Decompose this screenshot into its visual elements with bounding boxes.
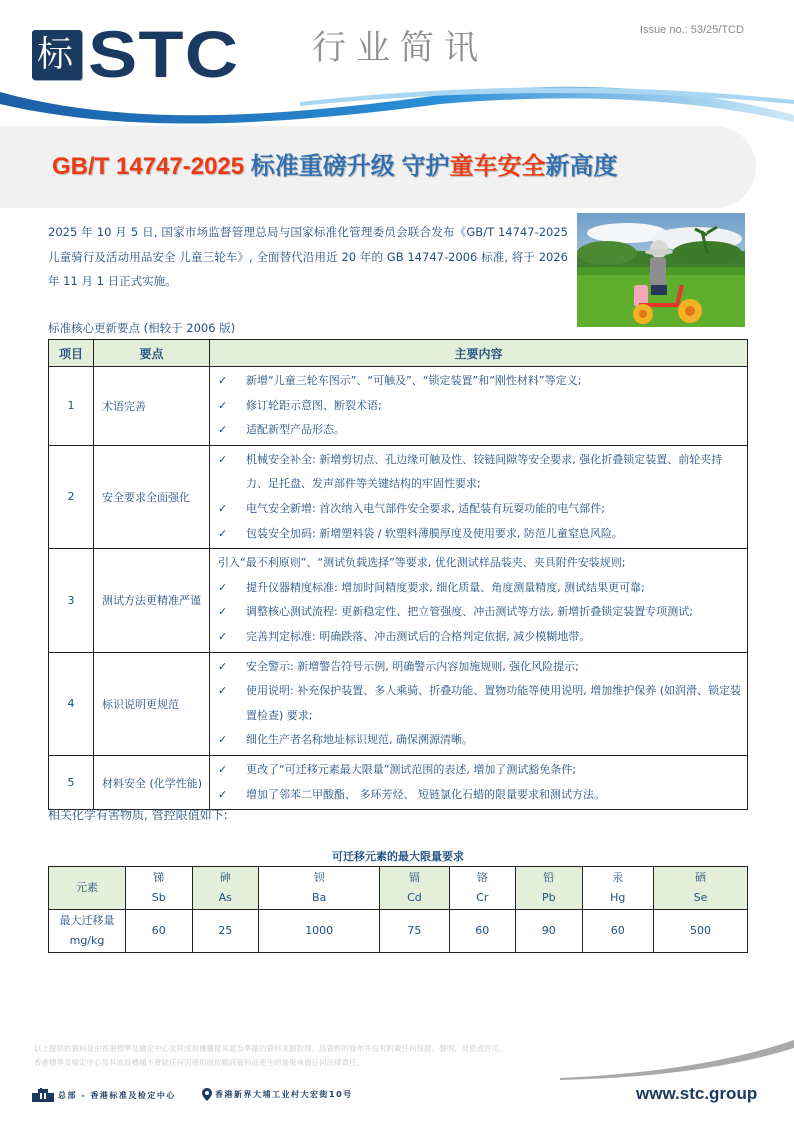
limit-value: 500 [654,910,748,953]
content-bullet [216,758,741,783]
limit-value: 90 [516,910,583,953]
content-bullet [216,625,741,650]
bullet-text: 修订轮距示意图、断裂术语; [246,398,382,412]
item-point: 材料安全 (化学性能) [94,755,210,809]
element-symbol: Pb [541,891,556,904]
element-symbol: Se [693,891,708,904]
content-bullet [216,728,741,753]
col-header-item: 项目 [49,340,94,367]
footer-hq [32,1088,176,1102]
element-name: 镉 [408,871,420,884]
element-pb [516,867,583,910]
item-content [210,367,748,446]
check-icon: ✓ [218,605,228,619]
limit-header-unit: mg/kg [69,934,105,947]
content-bullet [216,655,741,680]
bullet-text: 使用说明: 补充保护装置、多人乘骑、折叠功能、置物功能等使用说明, 增加维护保养 (如润滑、锁定装置检查) 要求; [246,684,741,722]
footer-swoosh [560,1040,794,1080]
element-as [192,867,259,910]
check-icon: ✓ [218,580,228,594]
element-name: 硒 [695,871,706,884]
bullet-text: 安全警示: 新增警告符号示例, 明确警示内容加施规则, 强化风险提示; [246,659,579,673]
limit-value: 60 [126,910,193,953]
content-bullet [216,576,741,601]
headline-text-2: 新高度 [545,153,618,180]
element-name: 铅 [543,871,555,884]
element-name: 汞 [612,871,624,884]
element-name: 钡 [313,871,325,884]
item-number: 5 [49,755,94,809]
content-bullet [216,679,741,728]
check-icon: ✓ [218,398,228,412]
limit-row [49,910,748,953]
limit-header-label: 最大迁移量 [59,914,115,927]
element-name: 铬 [476,871,488,884]
check-icon: ✓ [218,374,228,387]
item-number: 1 [49,367,94,446]
limit-value: 60 [449,910,516,953]
content-bullet [216,600,741,625]
table-row [49,445,748,548]
item-number: 3 [49,549,94,652]
limit-header [49,910,126,953]
table-row [49,755,748,809]
stc-logo-text: STC [88,17,240,91]
element-cr [449,867,516,910]
check-icon: ✓ [218,684,228,698]
element-cd [380,867,449,910]
table-row [49,652,748,755]
bullet-text: 提升仪器精度标准: 增加时间精度要求, 细化质量、角度测量精度, 测试结果更可靠; [246,580,645,594]
content-bullet [216,497,741,522]
check-icon: ✓ [218,787,228,801]
element-symbol: Cd [407,891,422,904]
item-content [210,755,748,809]
table-header-row [49,340,748,367]
element-symbol: Cr [476,891,489,904]
item-point: 测试方法更精准严谨 [94,549,210,652]
chemicals-table [48,866,748,953]
item-number: 4 [49,652,94,755]
content-bullet [216,448,741,497]
intro-paragraph: 2025 年 10 月 5 日, 国家市场监督管理总局与国家标准化管理委员会联合发布《GB/T 14747-2025 儿童骑行及活动用品安全 儿童三轮车》, 全面替代沿用近 20 年的 GB 14747-2006 标准, 将于 2026 年 11 月 1 日正式实施。 [48,225,568,288]
element-symbol: Sb [151,891,166,904]
location-pin-icon [202,1088,212,1101]
bullet-text: 增加了邻苯二甲酸酯、 多环芳烃、 短链氯化石蜡的限量要求和测试方法。 [246,787,605,801]
updates-label: 标准核心更新要点 (相较于 2006 版) [48,321,236,335]
headline-highlight: 童车安全 [449,153,546,180]
item-content [210,445,748,548]
element-ba [259,867,380,910]
check-icon: ✓ [218,452,228,466]
disclaimer [34,1042,507,1070]
check-icon: ✓ [218,629,228,643]
newsletter-title: 行业简讯 [312,28,488,68]
building-icon [32,1088,54,1102]
disclaimer-line-1: 以上提供的資料是由香港標準及檢定中心及其成員機構從其認為準確的資料來源取得。該資料的發布并沒有附載任何保證、聲明、促使或許可。 [34,1044,507,1053]
limit-value: 1000 [259,910,380,953]
bullet-text: 新增“儿童三轮车图示”、“可触及”、“锁定装置”和“刚性材料”等定义; [246,374,582,387]
item-content [210,549,748,652]
issue-number: Issue no.: 53/25/TCD [640,24,744,36]
bullet-text: 包装安全加码: 新增塑料袋 / 软塑料薄膜厚度及使用要求, 防范儿童窒息风险。 [246,526,623,540]
chemicals-intro: 相关化学有害物质, 管控限值如下: [48,808,228,822]
headline [52,150,617,184]
item-content [210,652,748,755]
item-point: 安全要求全面强化 [94,445,210,548]
item-point: 标识说明更规范 [94,652,210,755]
bullet-text: 适配新型产品形态。 [246,423,345,437]
element-name: 锑 [153,871,165,884]
table-row [49,367,748,446]
check-icon: ✓ [218,762,228,776]
bullet-text: 调整核心测试流程: 更新稳定性、把立管强度、冲击测试等方法, 新增折叠锁定装置专项测试; [246,605,693,619]
element-sb [126,867,193,910]
header-swoosh [0,80,794,130]
content-bullet [216,369,741,394]
item-point: 术语完善 [94,367,210,446]
content-bullet [216,394,741,419]
website-link[interactable]: www.stc.group [636,1084,758,1103]
element-symbol: Hg [610,891,626,904]
item-number: 2 [49,445,94,548]
element-se [654,867,748,910]
bullet-text: 更改了“可迁移元素最大限量”测试范围的表述, 增加了测试豁免条件; [246,762,577,776]
element-symbol: As [218,891,232,904]
disclaimer-line-2: 香港標準及檢定中心及其成員機構不會就任何因使用或依賴該資料而產生的後果承擔任何法律責任。 [34,1058,364,1067]
content-intro: 引入“最不利原则”、“测试负载选择”等要求, 优化测试样品装夹、夹具附件安装规则; [218,556,626,570]
headline-standard: GB/T 14747-2025 [52,153,245,180]
check-icon: ✓ [218,526,228,540]
bullet-text: 细化生产者名称地址标识规范, 确保溯源清晰。 [246,733,473,747]
footer-hq-text: 总部 - 香港标准及检定中心 [58,1090,176,1100]
child-tricycle-photo [577,213,745,327]
element-symbol: Ba [312,891,327,904]
table-row [49,549,748,652]
updates-table [48,339,748,810]
bullet-text: 机械安全补全: 新增剪切点、孔边缘可触及性、铰链间隙等安全要求, 强化折叠锁定装置、前轮夹持力、足托盘、发声部件等关键结构的牢固性要求; [246,452,723,491]
element-row [49,867,748,910]
col-header-point: 要点 [94,340,210,367]
limit-value: 25 [192,910,259,953]
element-name: 砷 [219,871,231,884]
check-icon: ✓ [218,733,228,747]
col-header-content: 主要内容 [210,340,748,367]
element-header: 元素 [49,867,126,910]
check-icon: ✓ [218,501,228,515]
footer-address [202,1088,353,1101]
check-icon: ✓ [218,659,228,673]
headline-text-1: 标准重磅升级 守护 [244,153,450,180]
limit-value: 75 [380,910,449,953]
limit-value: 60 [582,910,653,953]
stc-logo-mark: 标 [32,30,82,80]
bullet-text: 电气安全新增: 首次纳入电气部件安全要求, 适配装有玩耍功能的电气部件; [246,501,605,515]
chemicals-table-title: 可迁移元素的最大限量要求 [332,850,464,863]
check-icon: ✓ [218,423,228,437]
content-bullet [216,783,741,808]
bullet-text: 完善判定标准: 明确跌落、冲击测试后的合格判定依据, 减少模糊地带。 [246,629,591,643]
content-bullet [216,522,741,547]
footer-address-text: 香港新界大埔工业村大宏街10号 [215,1090,353,1099]
content-bullet [216,418,741,443]
element-hg [582,867,653,910]
